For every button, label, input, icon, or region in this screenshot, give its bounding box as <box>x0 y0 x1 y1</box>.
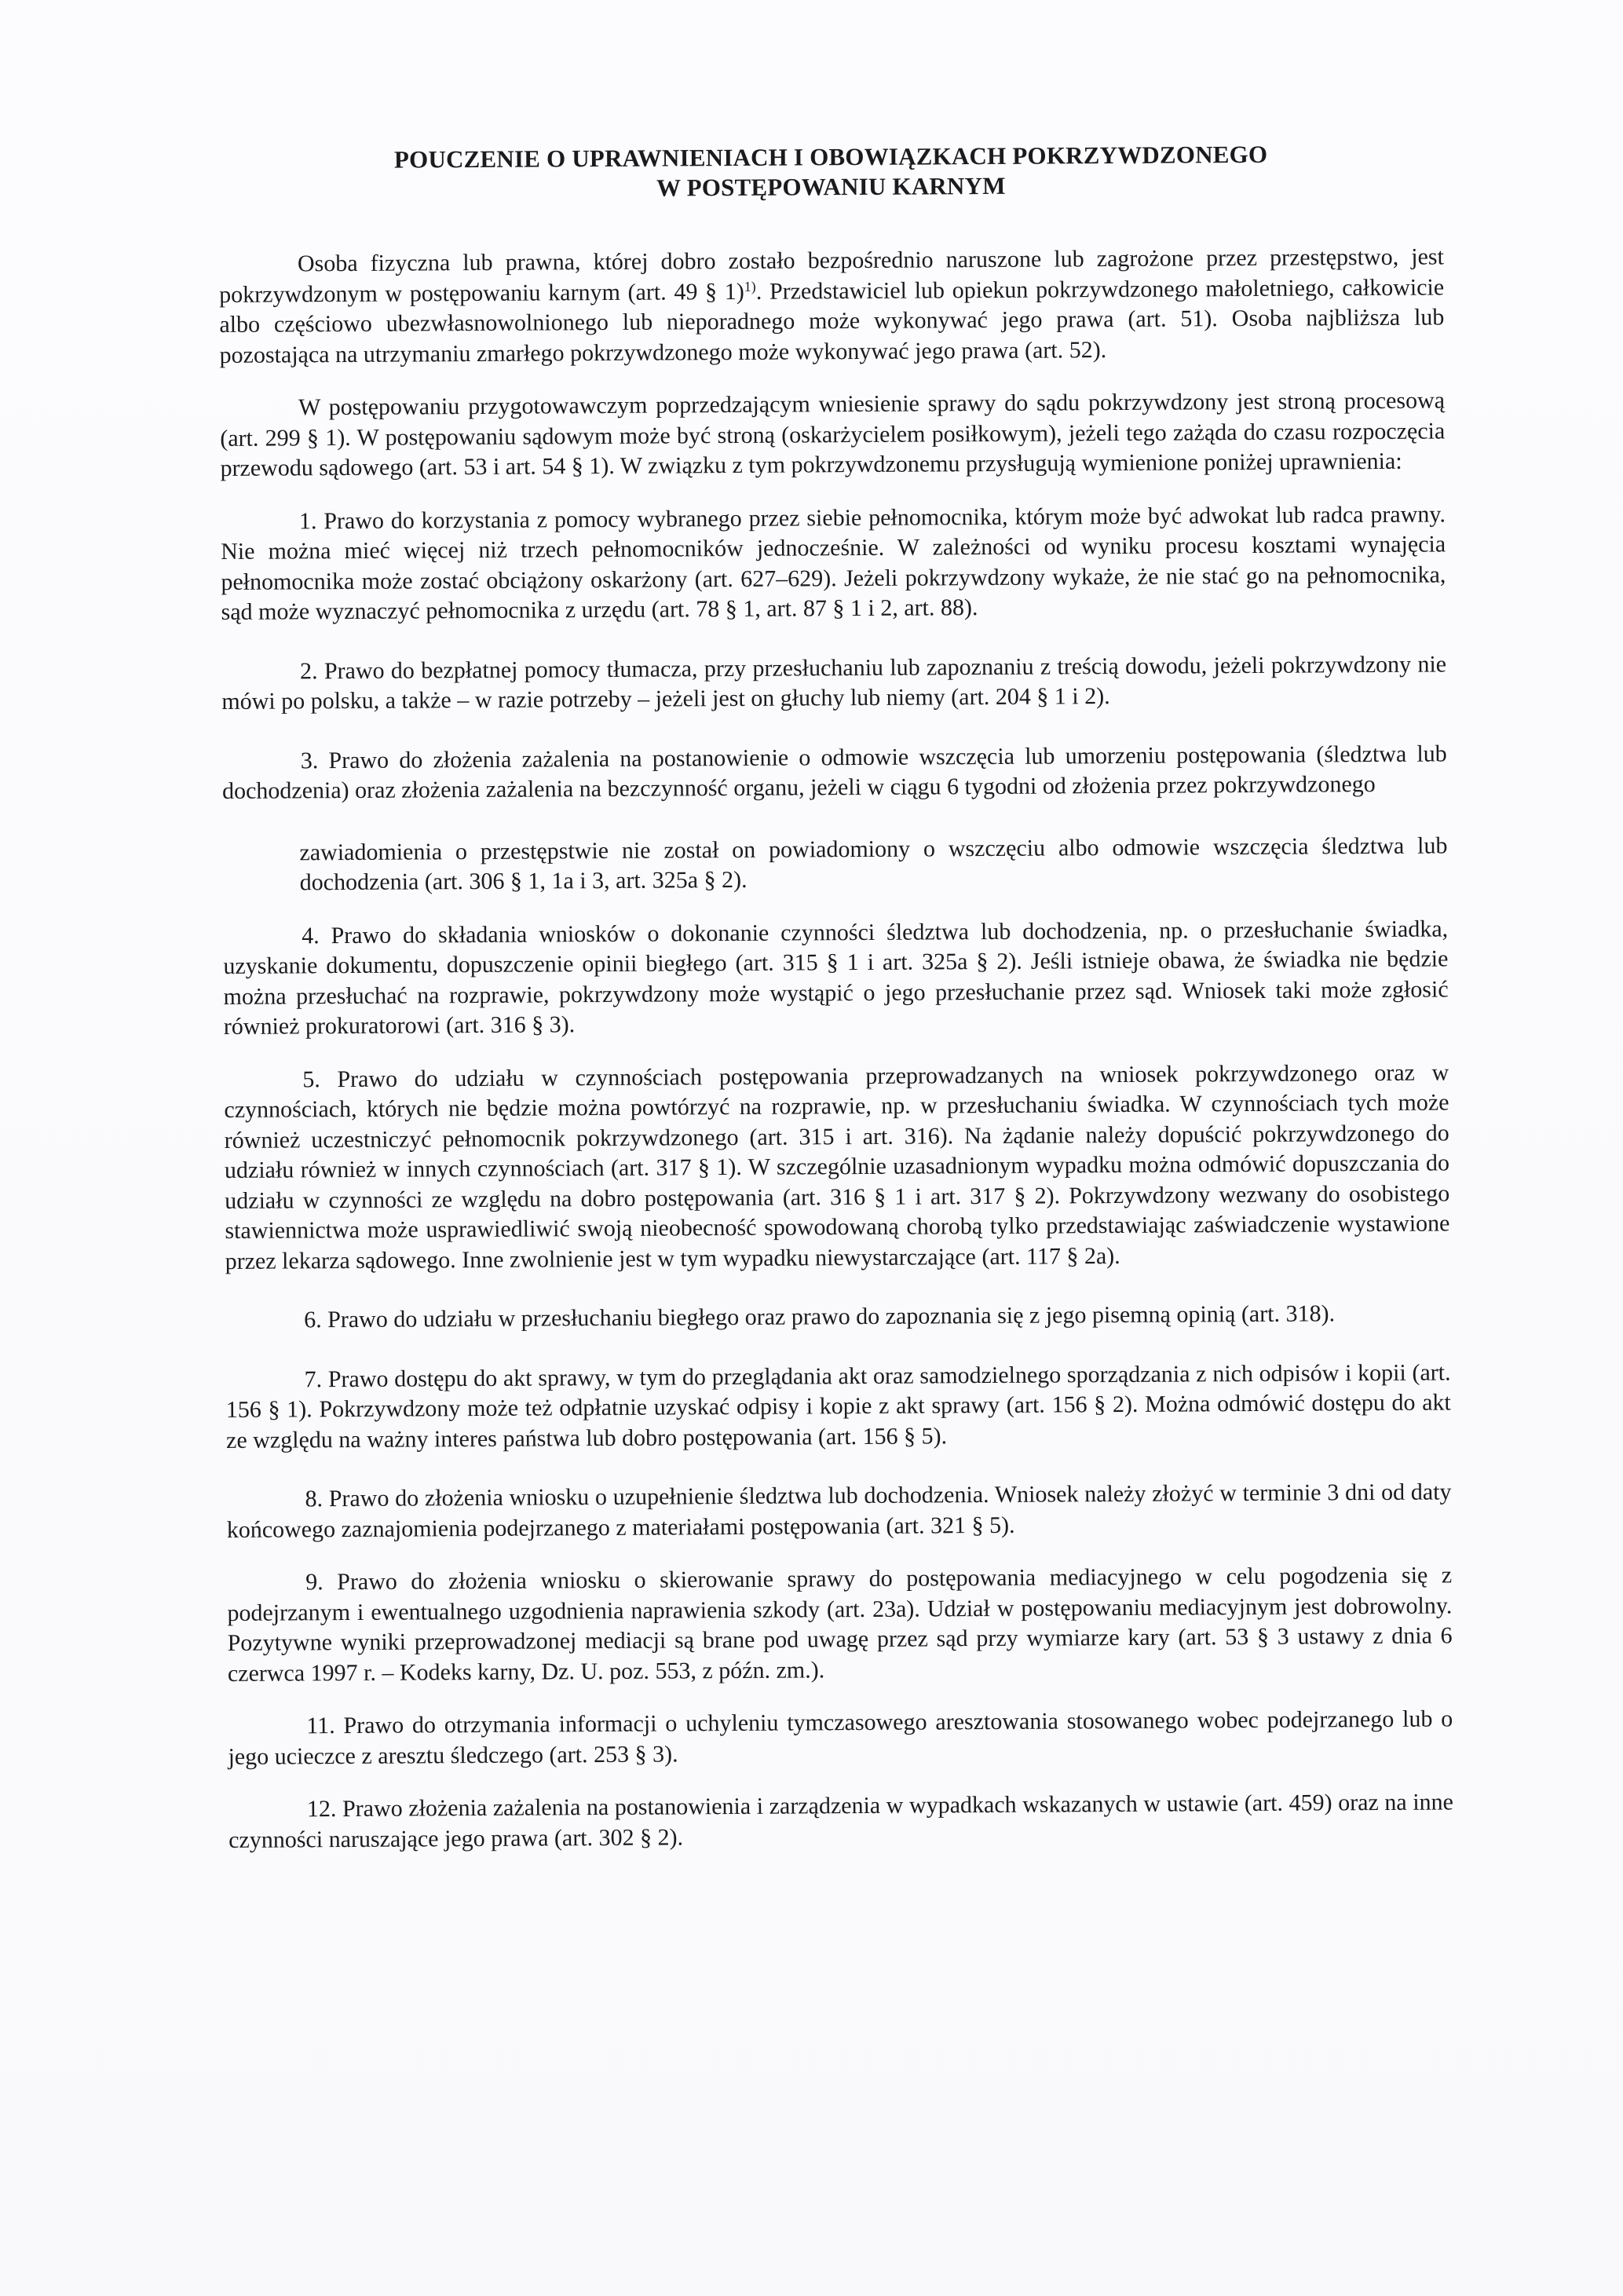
item-9: 9. Prawo do złożenia wniosku o skierowanie sprawy do postępowania mediacyjnego w celu pogodzenia się z podejrzanym i ewentualnego uzgodnienia naprawienia szkody (art. 23a). Udział w postępowaniu mediacyjnym jest dobrowolny. Pozytywne wyniki przeprowadzonej mediacji są brane pod uwagę przez sąd przy wymiarze kary (art. 53 § 3 ustawy z dnia 6 czerwca 1997 r. – Kodeks karny, Dz. U. poz. 553, z późn. zm.). <box>227 1562 1453 1687</box>
intro-text-after: . Przedstawiciel lub opiekun pokrzywdzonego małoletniego, całkowicie albo częściowo ubezwłasnowolnionego lub nieporadnego może wykonywać jego prawa (art. 51). Osoba najbliższa lub pozostająca na utrzymaniu zmarłego pokrzywdzonego może wykonywać jego prawa (art. 52). <box>219 273 1445 368</box>
title-line-2: W POSTĘPOWANIU KARNYM <box>656 171 1006 202</box>
item-2: 2. Prawo do bezpłatnej pomocy tłumacza, przy przesłuchaniu lub zapoznaniu z treścią dowodu, jeżeli pokrzywdzony nie mówi po polsku, a także – w razie potrzeby – jeżeli jest on głuchy lub niemy (art. 204 § 1 i 2). <box>221 650 1447 715</box>
document-title <box>218 138 1443 206</box>
item-1: 1. Prawo do korzystania z pomocy wybranego przez siebie pełnomocnika, którym może być adwokat lub radca prawny. Nie można mieć więcej niż trzech pełnomocników jednocześnie. W zależności od wyniku procesu kosztami wynajęcia pełnomocnika może zostać obciążony oskarżony (art. 627–629). Jeżeli pokrzywdzony wykaże, że nie stać go na pełnomocnika, sąd może wyznaczyć pełnomocnika z urzędu (art. 78 § 1, art. 87 § 1 i 2, art. 88). <box>221 500 1446 625</box>
footnote-mark: 1) <box>744 278 756 294</box>
item-5: 5. Prawo do udziału w czynnościach postępowania przeprowadzanych na wniosek pokrzywdzonego oraz w czynnościach, których nie będzie można powtórzyć na rozprawie, np. w przesłuchaniu świadka. W czynnościach tych może również uczestniczyć pełnomocnik pokrzywdzonego (art. 315 i art. 316). Na żądanie należy dopuścić pokrzywdzonego do udziału również w innych czynnościach (art. 317 § 1). W szczególnie uzasadnionym wypadku można odmówić dopuszczania do udziału w czynności ze względu na dobro postępowania (art. 316 § 1 i art. 317 § 2). Pokrzywdzony wezwany do osobistego stawiennictwa może usprawiedliwić swoją nieobecność spowodowaną chorobą tylko przedstawiając zaświadczenie wystawione przez lekarza sądowego. Inne zwolnienie jest w tym wypadku niewystarczające (art. 117 § 2a). <box>224 1058 1450 1274</box>
intro-text: Osoba fizyczna lub prawna, której dobro zostało bezpośrednio naruszone lub zagrożone przez przestępstwo, jest pokrzywdzonym w postępowaniu karnym (art. 49 § 1) <box>219 243 1444 308</box>
item-3-continuation: zawiadomienia o przestępstwie nie został on powiadomiony o wszczęciu albo odmowie wszczęcia śledztwa lub dochodzenia (art. 306 § 1, 1a i 3, art. 325a § 2). <box>299 832 1448 896</box>
document-body <box>218 138 1453 1855</box>
item-11: 11. Prawo do otrzymania informacji o uchyleniu tymczasowego aresztowania stosowanego wobec podejrzanego lub o jego ucieczce z aresztu śledczego (art. 253 § 3). <box>228 1706 1453 1770</box>
title-line-1: POUCZENIE O UPRAWNIENIACH I OBOWIĄZKACH POKRZYWDZONEGO <box>393 140 1268 174</box>
paragraph-procedural-status: W postępowaniu przygotowawczym poprzedzającym wniesienie sprawy do sądu pokrzywdzony jest stroną procesową (art. 299 § 1). W postępowaniu sądowym może być stroną (oskarżycielem posiłkowym), jeżeli tego zażąda do czasu rozpoczęcia przewodu sądowego (art. 53 i art. 54 § 1). W związku z tym pokrzywdzonemu przysługują wymienione poniżej uprawnienia: <box>220 387 1446 481</box>
item-7: 7. Prawo dostępu do akt sprawy, w tym do przeglądania akt oraz samodzielnego sporządzania z nich odpisów i kopii (art. 156 § 1). Pokrzywdzony może też odpłatnie uzyskać odpisy i kopie z akt sprawy (art. 156 § 2). Można odmówić dostępu do akt ze względu na ważny interes państwa lub dobro postępowania (art. 156 § 5). <box>225 1358 1451 1453</box>
item-8: 8. Prawo do złożenia wniosku o uzupełnienie śledztwa lub dochodzenia. Wniosek należy złożyć w terminie 3 dni od daty końcowego zaznajomienia podejrzanego z materiałami postępowania (art. 321 § 5). <box>226 1479 1452 1543</box>
item-4: 4. Prawo do składania wniosków o dokonanie czynności śledztwa lub dochodzenia, np. o przesłuchanie świadka, uzyskanie dokumentu, dopuszczenie opinii biegłego (art. 315 § 1 i art. 325a § 2). Jeśli istnieje obawa, że świadka nie będzie można przesłuchać na rozprawie, pokrzywdzony może wystąpić o jego przesłuchanie przez sąd. Wniosek taki może zgłosić również prokuratorowi (art. 316 § 3). <box>223 915 1449 1040</box>
item-3: 3. Prawo do złożenia zażalenia na postanowienie o odmowie wszczęcia lub umorzeniu postępowania (śledztwa lub dochodzenia) oraz złożenia zażalenia na bezczynność organu, jeżeli w ciągu 6 tygodni od złożenia przez pokrzywdzonego <box>221 740 1447 804</box>
item-12: 12. Prawo złożenia zażalenia na postanowienia i zarządzenia w wypadkach wskazanych w ustawie (art. 459) oraz na inne czynności naruszające jego prawa (art. 302 § 2). <box>228 1789 1454 1853</box>
intro-paragraph <box>219 242 1445 371</box>
item-6: 6. Prawo do udziału w przesłuchaniu biegłego oraz prawo do zapoznania się z jego pisemną opinią (art. 318). <box>304 1300 1336 1333</box>
